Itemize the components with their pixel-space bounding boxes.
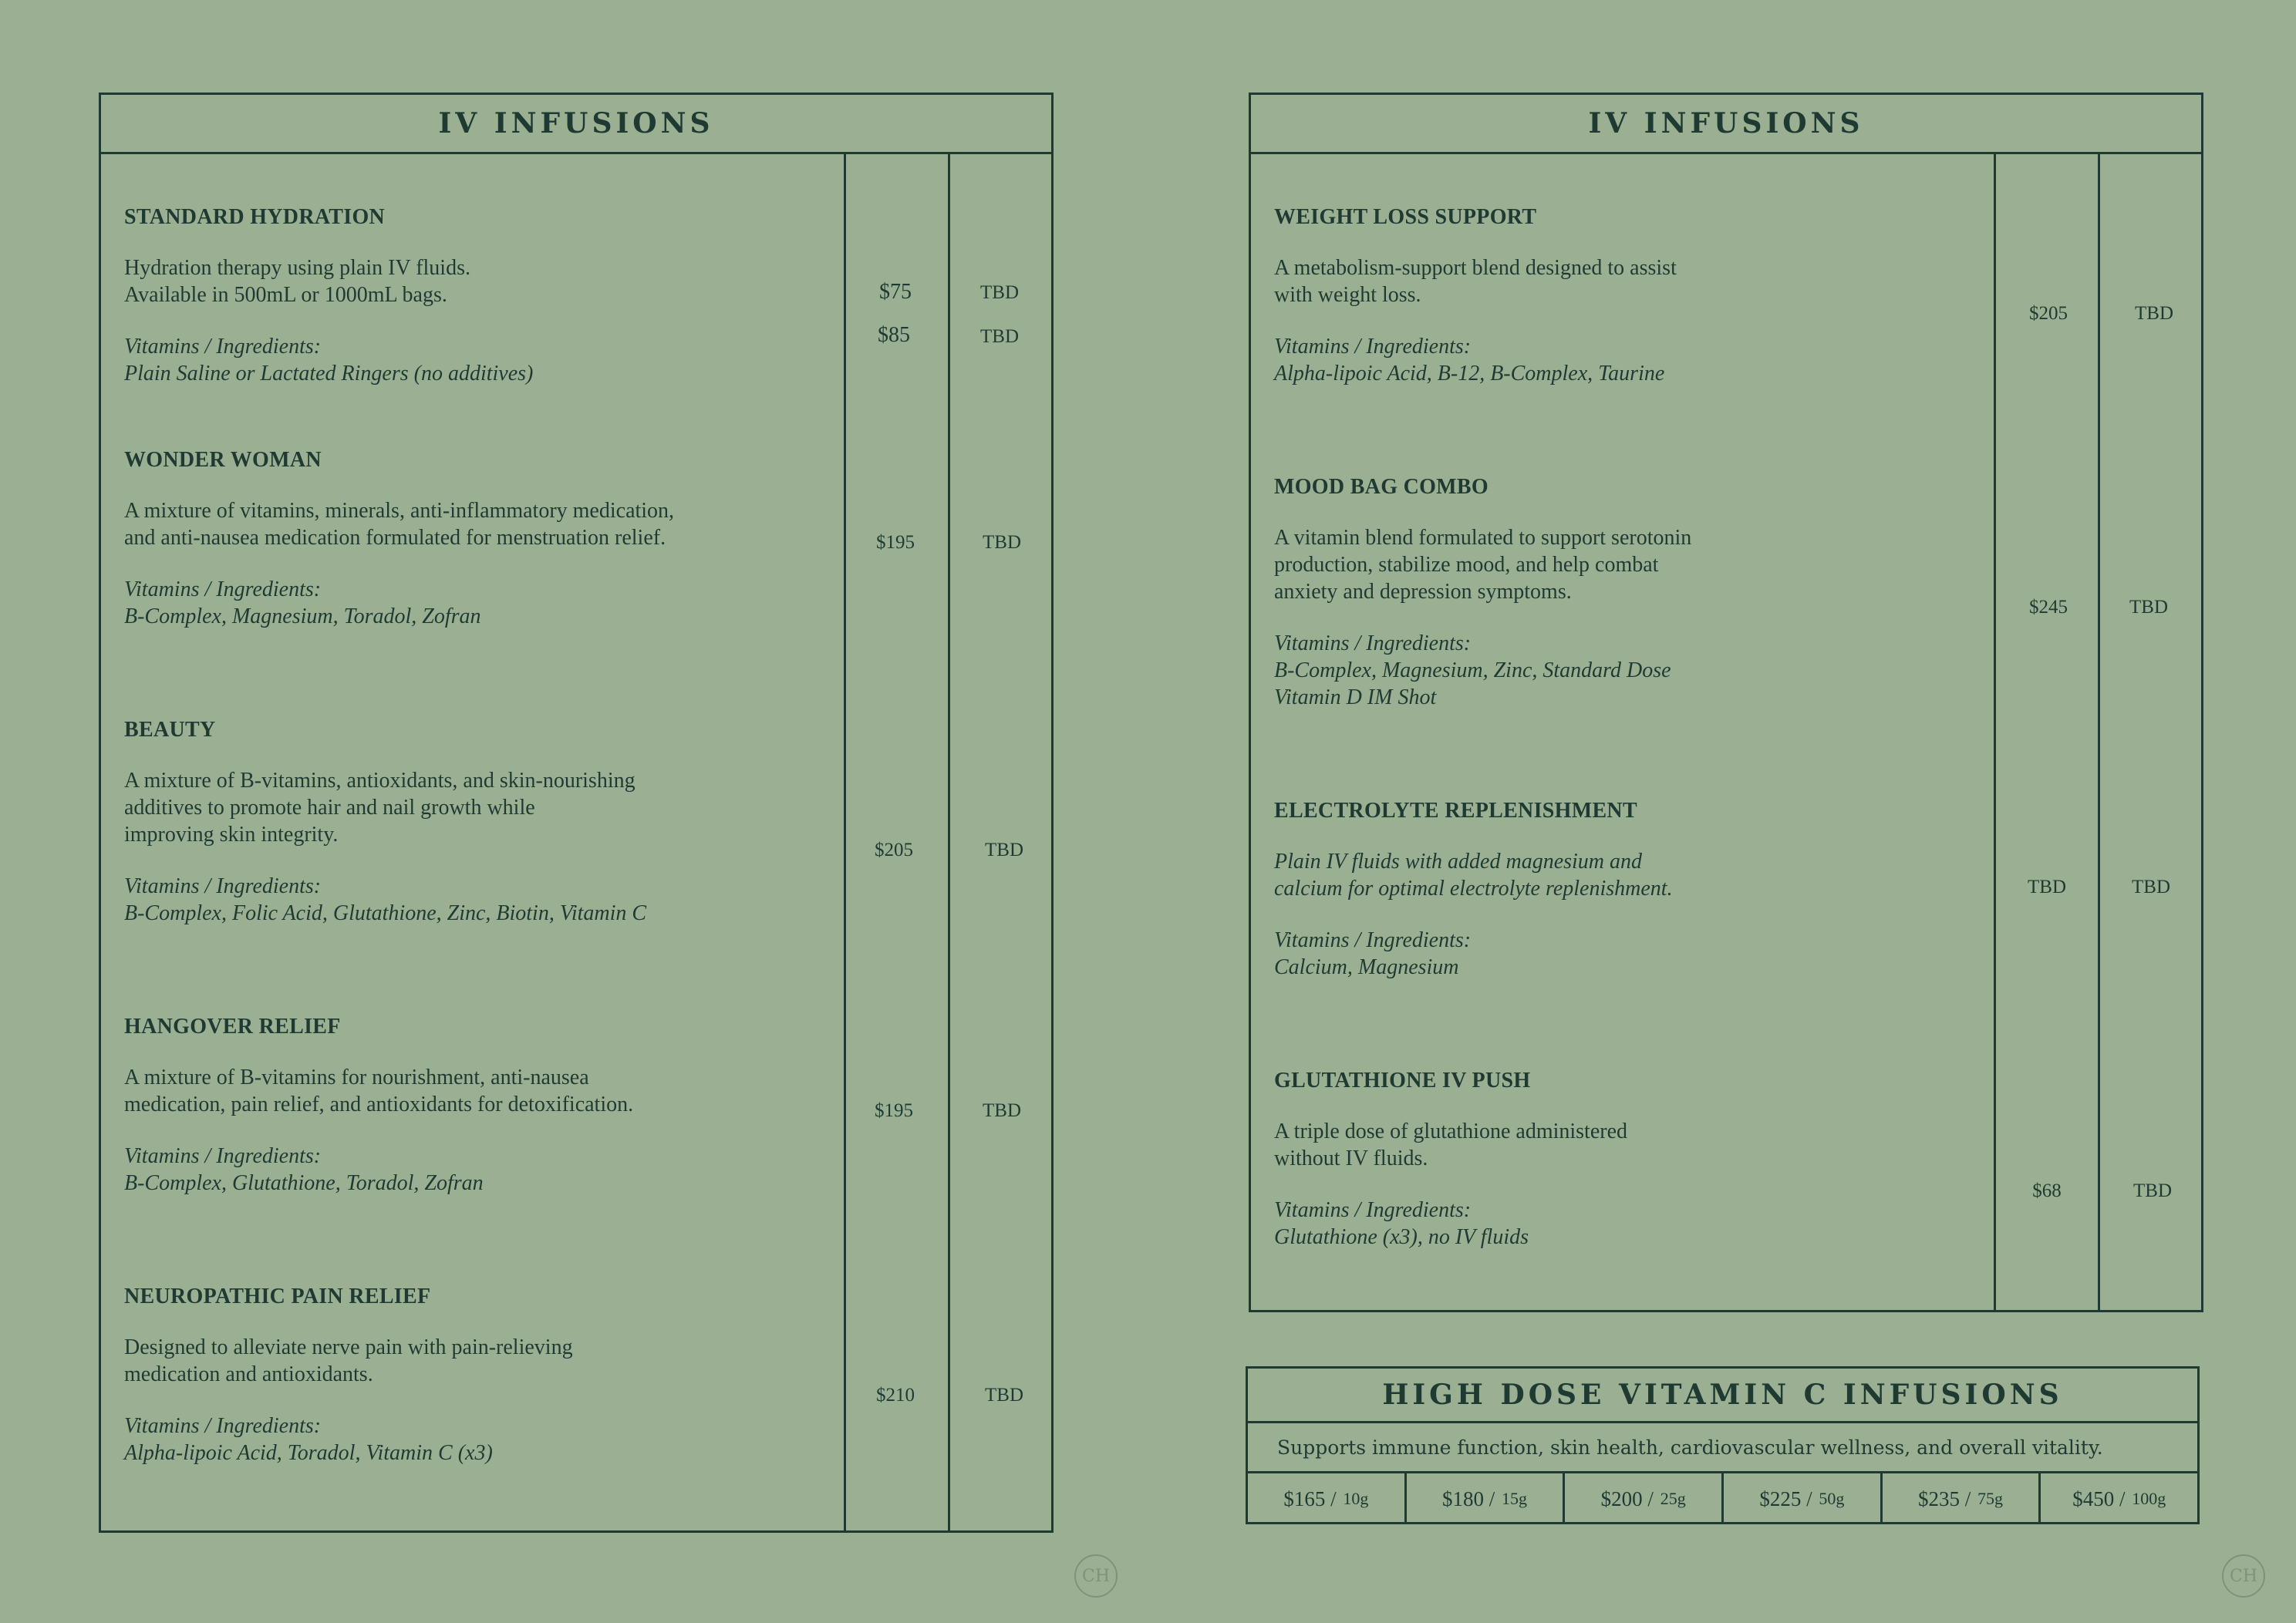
ingredients-list: B-Complex, Magnesium, Toradol, Zofran (124, 604, 481, 628)
infusion-item-electrolyte-replenishment (1274, 799, 2014, 981)
item-description: A triple dose of glutathione administered without IV fluids. (1274, 1120, 1628, 1170)
item-title: BEAUTY (124, 718, 216, 742)
price: $195 (876, 532, 915, 553)
vitamin-c-description: Supports immune function, skin health, cardiovascular wellness, and overall vitality. (1248, 1423, 2197, 1473)
vitamin-c-price-cell: $450 / 100g (2038, 1473, 2197, 1524)
item-description: A mixture of B-vitamins for nourishment, anti-nausea medication, pain relief, and antioxidants for detoxification. (124, 1066, 634, 1116)
ingredients-list: B-Complex, Folic Acid, Glutathione, Zinc, Biotin, Vitamin C (124, 901, 647, 925)
price: $68 (2032, 1180, 2062, 1201)
price: $205 (2029, 303, 2068, 324)
price: $210 (876, 1385, 915, 1406)
member-price: TBD (2132, 877, 2170, 897)
brand-logo-icon: CH (1074, 1554, 1118, 1598)
price: $205 (875, 840, 913, 860)
item-title: STANDARD HYDRATION (124, 205, 386, 229)
vitamin-c-price-cell: $225 / 50g (1721, 1473, 1880, 1524)
ingredients-list: Alpha-lipoic Acid, Toradol, Vitamin C (x3) (124, 1441, 493, 1465)
price: $85 (878, 323, 910, 347)
infusion-item-mood-bag-combo (1274, 475, 2014, 711)
ingredients-list: Plain Saline or Lactated Ringers (no additives) (124, 362, 534, 386)
item-description: Hydration therapy using plain IV fluids. Available in 500mL or 1000mL bags. (124, 256, 470, 307)
ingredients-list: Glutathione (x3), no IV fluids (1274, 1225, 1529, 1249)
column-divider (948, 152, 950, 1530)
vitamin-c-price-cell: $165 / 10g (1283, 1487, 1369, 1510)
vitamin-c-price-cell: $235 / 75g (1880, 1473, 2039, 1524)
item-title: HANGOVER RELIEF (124, 1015, 341, 1039)
ingredients-list: Calcium, Magnesium (1274, 955, 1459, 979)
ingredients-list: B-Complex, Magnesium, Zinc, Standard Dose Vitamin D IM Shot (1274, 658, 1671, 709)
infusion-item-hangover-relief (124, 1015, 865, 1197)
ingredients-label: Vitamins / Ingredients: (124, 1144, 322, 1168)
infusion-item-glutathione-iv-push (1274, 1069, 2014, 1251)
item-title: ELECTROLYTE REPLENISHMENT (1274, 799, 1637, 823)
item-title: NEUROPATHIC PAIN RELIEF (124, 1285, 431, 1308)
item-description: A mixture of vitamins, minerals, anti-inflammatory medication, and anti-nausea medication formulated for menstruation relief. (124, 499, 675, 550)
infusion-item-weight-loss-support (1274, 205, 2014, 387)
ingredients-label: Vitamins / Ingredients: (1274, 928, 1472, 952)
ingredients-list: B-Complex, Glutathione, Toradol, Zofran (124, 1171, 484, 1195)
ingredients-label: Vitamins / Ingredients: (124, 577, 322, 601)
item-description: Plain IV fluids with added magnesium and calcium for optimal electrolyte replenishment. (1274, 850, 1673, 901)
item-description: Designed to alleviate nerve pain with pain-relieving medication and antioxidants. (124, 1335, 573, 1386)
infusion-item-neuropathic-pain-relief (124, 1285, 865, 1466)
iv-infusions-panel-right (1249, 93, 2203, 1312)
ingredients-label: Vitamins / Ingredients: (1274, 631, 1472, 655)
item-title: WEIGHT LOSS SUPPORT (1274, 205, 1537, 229)
member-price: TBD (980, 326, 1019, 347)
vitamin-c-price-row (1248, 1473, 2197, 1524)
price: $195 (875, 1100, 913, 1121)
item-title: GLUTATHIONE IV PUSH (1274, 1069, 1531, 1093)
item-description: A mixture of B-vitamins, antioxidants, and skin-nourishing additives to promote hair and nail growth while improving skin integrity. (124, 769, 636, 847)
ingredients-label: Vitamins / Ingredients: (1274, 335, 1472, 359)
column-divider (2098, 152, 2100, 1310)
panel-title: IV INFUSIONS (101, 95, 1051, 154)
price: $245 (2029, 597, 2068, 618)
item-description: A vitamin blend formulated to support serotonin production, stabilize mood, and help combat anxiety and depression symptoms. (1274, 526, 1692, 604)
vitamin-c-price-cell: $200 / 25g (1563, 1473, 1721, 1524)
item-description: A metabolism-support blend designed to assist with weight loss. (1274, 256, 1677, 307)
member-price: TBD (983, 532, 1021, 553)
price: $75 (879, 280, 912, 304)
item-title: WONDER WOMAN (124, 448, 322, 472)
member-price: TBD (985, 840, 1023, 860)
ingredients-label: Vitamins / Ingredients: (124, 1414, 322, 1438)
vitamin-c-title: HIGH DOSE VITAMIN C INFUSIONS (1248, 1369, 2197, 1423)
ingredients-label: Vitamins / Ingredients: (124, 335, 322, 359)
brand-logo-icon: CH (2222, 1554, 2265, 1598)
member-price: TBD (2129, 597, 2168, 618)
member-price: TBD (2133, 1180, 2172, 1201)
member-price: TBD (980, 282, 1019, 303)
member-price: TBD (983, 1100, 1021, 1121)
ingredients-list: Alpha-lipoic Acid, B-12, B-Complex, Taurine (1274, 362, 1665, 386)
panel-title: IV INFUSIONS (1251, 95, 2201, 154)
price: TBD (2028, 877, 2066, 897)
infusion-item-standard-hydration (124, 205, 865, 387)
infusion-item-beauty (124, 718, 865, 927)
iv-infusions-panel-left (99, 93, 1054, 1533)
vitamin-c-price-cell: $180 / 15g (1404, 1473, 1563, 1524)
vitamin-c-panel (1246, 1366, 2200, 1524)
item-title: MOOD BAG COMBO (1274, 475, 1489, 499)
infusion-item-wonder-woman (124, 448, 865, 630)
member-price: TBD (2135, 303, 2173, 324)
member-price: TBD (985, 1385, 1023, 1406)
ingredients-label: Vitamins / Ingredients: (1274, 1198, 1472, 1222)
ingredients-label: Vitamins / Ingredients: (124, 874, 322, 898)
